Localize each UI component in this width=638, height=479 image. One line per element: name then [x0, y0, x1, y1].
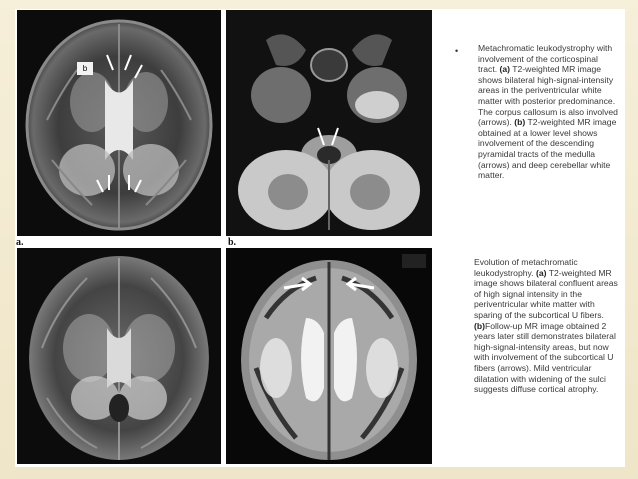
posterior-fossa-image — [226, 10, 432, 236]
caption-second — [474, 257, 624, 395]
mri-scan-top-right — [226, 10, 432, 236]
mri-scan-bottom-left — [17, 248, 221, 464]
caption-second-part-4: (b) — [474, 320, 485, 331]
caption-first — [478, 43, 618, 181]
image-marker: b — [77, 62, 93, 75]
caption-first-part-3: T2-weighted MR image shows bilateral high-signal-intensity areas in the periventricular white matter with posterior predominance. The corpus callosum is also involved (arrows). — [478, 64, 618, 128]
caption-first-part-4: (b) — [514, 117, 526, 128]
caption-second-part-1: Evolution of metachromatic leukodystrophy. — [474, 257, 578, 278]
label-b-top: b. — [228, 237, 237, 248]
brain-axial-image — [17, 10, 221, 236]
brain-axial-followup-image — [226, 248, 432, 464]
mri-scan-bottom-right — [226, 248, 432, 464]
caption-second-part-2: (a) — [535, 267, 547, 278]
brain-axial-image-2 — [17, 248, 221, 464]
caption-first-part-1: Metachromatic leukodystrophy with involvement of the corticospinal tract. — [478, 43, 613, 75]
bullet: • — [455, 46, 459, 56]
caption-second-part-3: T2-weighted MR image shows bilateral confluent areas of high signal intensity in the periventricular white matter with sparing of the subcortical U fibers. — [474, 267, 618, 320]
caption-first-part-2: (a) — [499, 64, 511, 75]
mri-scan-top-left — [17, 10, 221, 236]
label-a-top: a. — [16, 237, 24, 248]
caption-second-part-5: Follow-up MR image obtained 2 years later still demonstrates bilateral high-signal-intensity areas, but now with involvement of the subcortical U fibers (arrows). Mild ventricular dilatation with widening of the sulci suggests diffuse cortical atrophy. — [474, 320, 616, 395]
caption-first-part-5: T2-weighted MR image obtained at a lower level shows involvement of the descending pyramidal tracts of the medulla (arrows) and deep cerebellar white matter. — [478, 117, 617, 181]
